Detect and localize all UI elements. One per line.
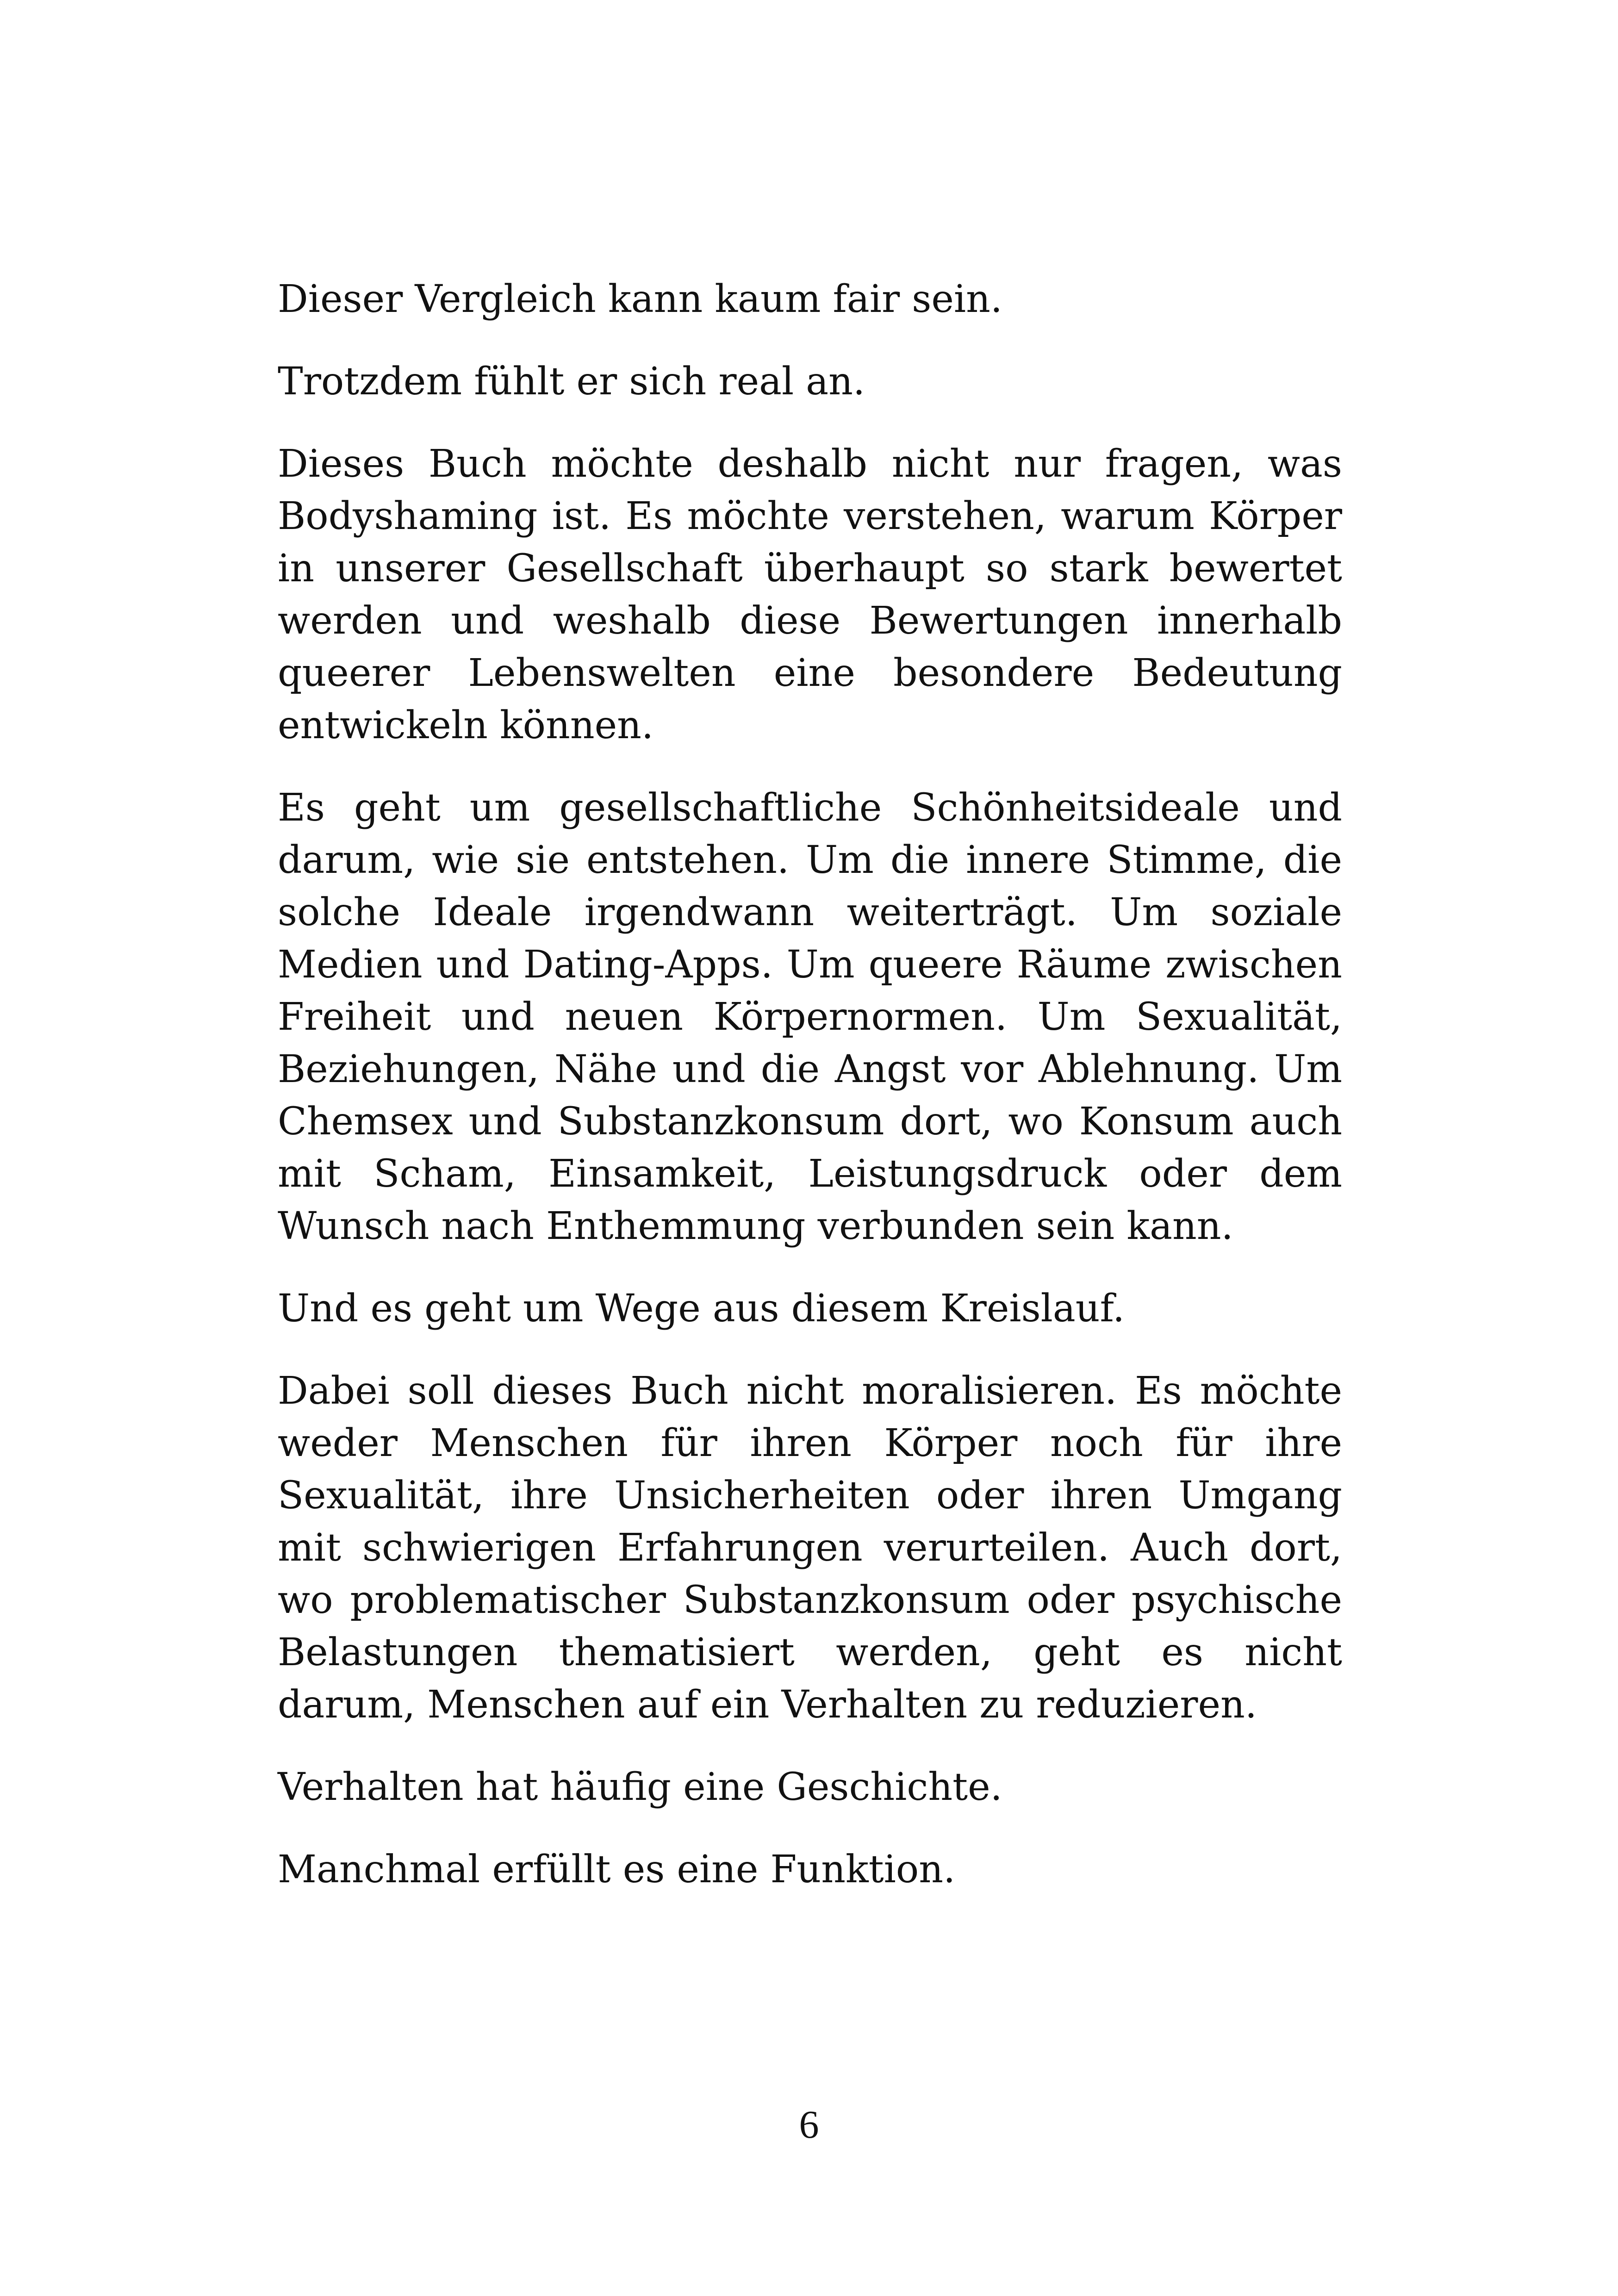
paragraph: Und es geht um Wege aus diesem Kreislauf. xyxy=(278,1287,1125,1331)
paragraph: Dieser Vergleich kann kaum fair sein. xyxy=(278,277,1002,321)
paragraph: Dabei soll dieses Buch nicht moralisieren. Es möchte weder Menschen für ihren Körper noch für ihre Sexualität, ihre Unsicherheiten oder ihren Umgang mit schwierigen Erfahrungen verurteilen. Auch dort, wo problematischer Substanzkonsum oder psychische Belastungen thematisiert werden, geht es nicht darum, Menschen auf ein Verhalten zu reduzieren. xyxy=(278,1369,1342,1727)
body-text xyxy=(278,273,1342,1926)
paragraph: Es geht um gesellschaftliche Schönheitsideale und darum, wie sie entstehen. Um die innere Stimme, die solche Ideale irgendwann weiterträgt. Um soziale Medien und Dating-Apps. Um queere Räume zwischen Freiheit und neuen Körpernormen. Um Sexualität, Beziehungen, Nähe und die Angst vor Ablehnung. Um Chemsex und Substanzkonsum dort, wo Konsum auch mit Scham, Einsamkeit, Leistungsdruck oder dem Wunsch nach Enthemmung verbunden sein kann. xyxy=(278,786,1342,1248)
paragraph: Verhalten hat häufig eine Geschichte. xyxy=(278,1765,1002,1809)
page-number: 6 xyxy=(799,2102,819,2147)
paragraph: Manchmal erfüllt es eine Funktion. xyxy=(278,1848,956,1892)
paragraph: Trotzdem fühlt er sich real an. xyxy=(278,360,865,404)
paragraph: Dieses Buch möchte deshalb nicht nur fragen, was Bodyshaming ist. Es möchte verstehen, warum Körper in unserer Gesellschaft überhaupt so stark bewertet werden und weshalb diese Bewertungen innerhalb queerer Lebenswelten eine besondere Bedeutung entwickeln können. xyxy=(278,442,1342,747)
